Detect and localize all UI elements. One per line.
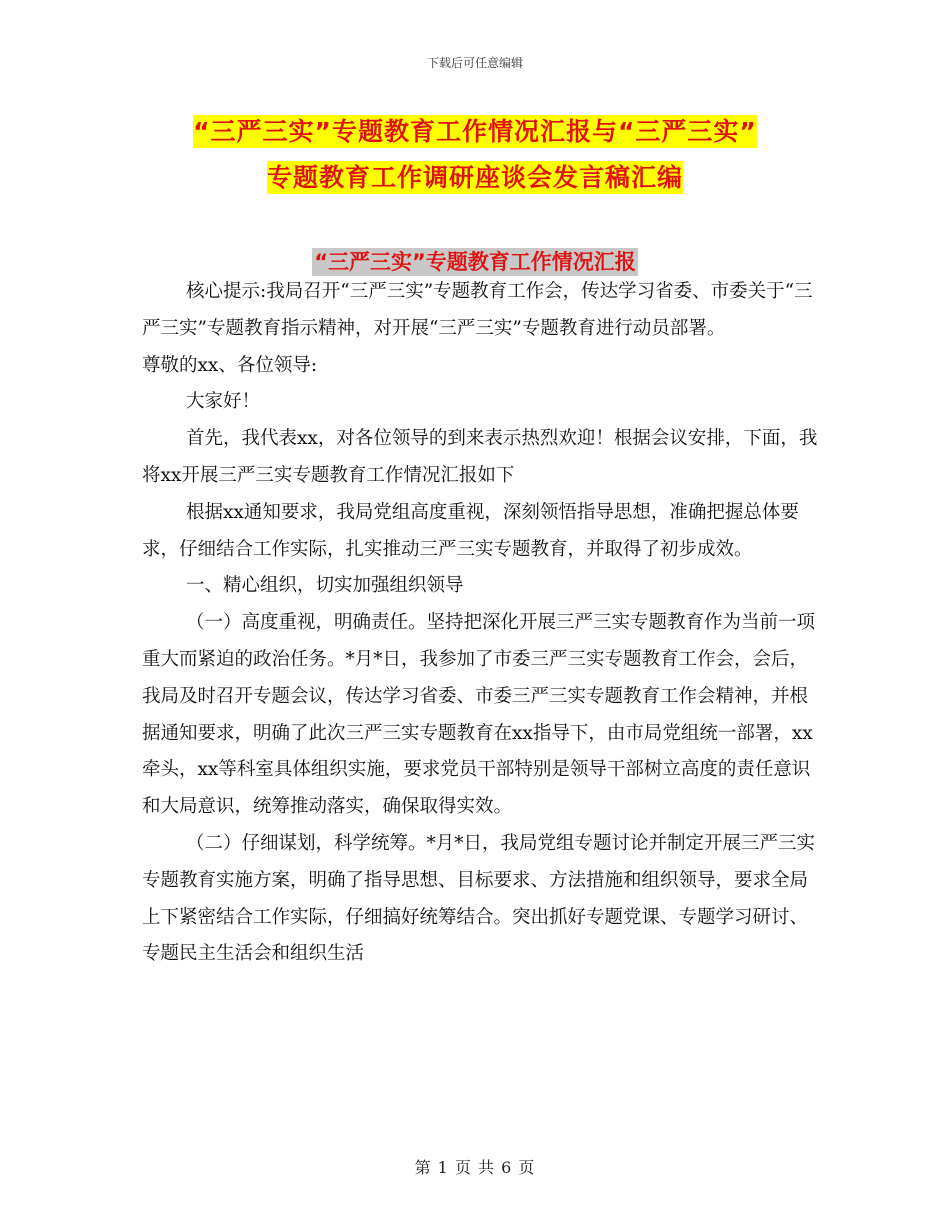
paragraph-greeting: 大家好！ — [186, 391, 261, 413]
paragraph-summary: 核心提示:我局召开“三严三实”专题教育工作会，传达学习省委、市委关于“三严三实”专题教育指示精神，对开展“三严三实”专题教育进行动员部署。 — [142, 281, 813, 339]
paragraph-welcome: 首先，我代表xx，对各位领导的到来表示热烈欢迎！根据会议安排，下面，我将xx开展三严三实专题教育工作情况汇报如下 — [142, 428, 818, 486]
document-title-line-1 — [0, 112, 950, 148]
section-title-text: “三严三实”专题教育工作情况汇报 — [314, 250, 636, 274]
document-body — [142, 274, 822, 973]
paragraph-overview: 根据xx通知要求，我局党组高度重视，深刻领悟指导思想，准确把握总体要求，仔细结合工作实际，扎实推动三严三实专题教育，并取得了初步成效。 — [142, 501, 799, 560]
header-note: 下载后可任意编辑 — [426, 56, 523, 70]
heading-section-1: 一、精心组织，切实加强组织领导 — [186, 575, 464, 597]
document-title-line-2 — [0, 158, 950, 194]
title-line-2-text: 专题教育工作调研座谈会发言稿汇编 — [266, 163, 683, 192]
paragraph-salutation: 尊敬的xx、各位领导: — [142, 354, 318, 376]
paragraph-item-1: （一）高度重视，明确责任。坚持把深化开展三严三实专题教育作为当前一项重大而紧迫的政治任务。*月*日，我参加了市委三严三实专题教育工作会，会后，我局及时召开专题会议，传达学习省委、市委三严三实专题教育工作会精神，并根据通知要求，明确了此次三严三实专题教育在xx指导下，由市局党组统一部署，xx牵头，xx等科室具体组织实施，要求党员干部特别是领导干部树立高度的责任意识和大局意识，统筹推动落实，确保取得实效。 — [142, 612, 816, 818]
section-title — [0, 246, 950, 276]
title-line-1-text: “三严三实”专题教育工作情况汇报与“三严三实” — [193, 117, 757, 146]
paragraph-item-2: （二）仔细谋划，科学统筹。*月*日，我局党组专题讨论并制定开展三严三实专题教育实施方案，明确了指导思想、目标要求、方法措施和组织领导，要求全局上下紧密结合工作实际，仔细搞好统筹结合。突出抓好专题党课、专题学习研讨、专题民主生活会和组织生活 — [142, 832, 816, 965]
page-footer: 第 1 页 共 6 页 — [414, 1158, 536, 1177]
